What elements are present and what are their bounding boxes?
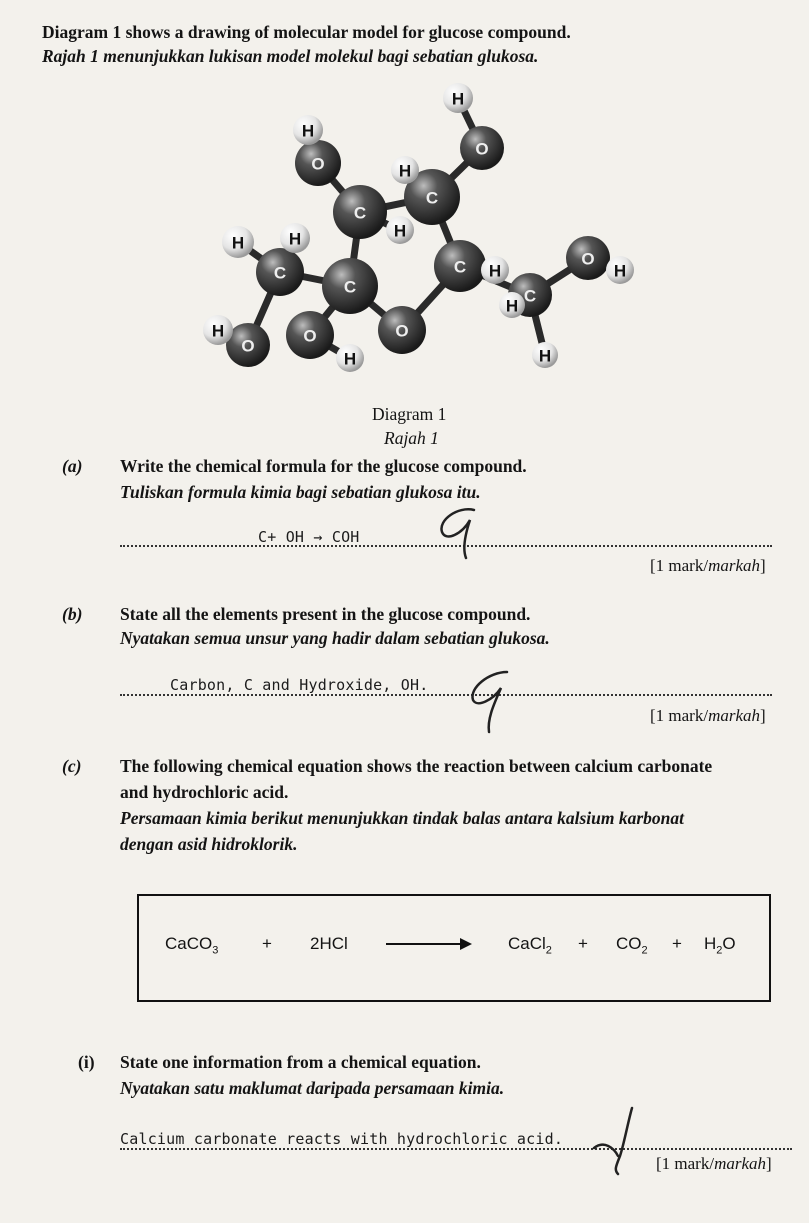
atom-label-h: H bbox=[488, 261, 502, 281]
question-c-i-text-ms: Nyatakan satu maklumat daripada persamaan kimia. bbox=[120, 1078, 505, 1098]
atom-label-o: O bbox=[395, 321, 409, 341]
grading-mark-b bbox=[455, 666, 515, 736]
atom-label-h: H bbox=[398, 161, 412, 181]
intro-line-ms: Rajah 1 menunjukkan lukisan model molekul bagi sebatian glukosa. bbox=[42, 46, 539, 66]
question-a-label: (a) bbox=[62, 456, 83, 476]
atom-label-o: O bbox=[241, 336, 255, 356]
product-h2o: $H_2O$ bbox=[704, 934, 736, 957]
atom-label-h: H bbox=[451, 89, 465, 109]
question-b-label: (b) bbox=[62, 604, 83, 624]
atom-label-h: H bbox=[343, 349, 357, 369]
question-c-text-ms-1: Persamaan kimia berikut menunjukkan tindak balas antara kalsium karbonat bbox=[120, 808, 685, 828]
atom-label-c: C bbox=[273, 263, 287, 283]
grading-mark-c-i bbox=[588, 1104, 648, 1176]
question-a-text-en: Write the chemical formula for the glucose compound. bbox=[120, 456, 527, 476]
atom-label-c: C bbox=[353, 203, 367, 223]
question-c-text-en-2: and hydrochloric acid. bbox=[120, 782, 289, 802]
product-co2: $CO_2$ bbox=[616, 934, 648, 957]
reaction-arrow-icon bbox=[384, 934, 474, 954]
atom-label-c: C bbox=[425, 188, 439, 208]
marks-b: [1 mark/markah] bbox=[650, 706, 766, 725]
answer-b: Carbon, C and Hydroxide, OH. bbox=[170, 676, 429, 694]
plus-sign-2: + bbox=[578, 934, 588, 953]
diagram-caption-ms: Rajah 1 bbox=[384, 428, 439, 448]
atom-label-o: O bbox=[303, 326, 317, 346]
marks-c-i: [1 mark/markah] bbox=[656, 1154, 772, 1173]
question-c-i-text-en: State one information from a chemical equation. bbox=[120, 1052, 481, 1072]
answer-line-b bbox=[120, 694, 772, 696]
question-c-text-en-1: The following chemical equation shows the reaction between calcium carbonate bbox=[120, 756, 713, 776]
answer-c-i: Calcium carbonate reacts with hydrochloric acid. bbox=[120, 1130, 564, 1148]
plus-sign-1: + bbox=[262, 934, 272, 953]
atom-label-c: C bbox=[453, 257, 467, 277]
answer-line-c-i bbox=[120, 1148, 792, 1150]
atom-label-o: O bbox=[581, 249, 595, 269]
reactant-2hcl: 2HCl bbox=[310, 934, 348, 953]
plus-sign-3: + bbox=[672, 934, 682, 953]
atom-label-c: C bbox=[343, 277, 357, 297]
atom-label-h: H bbox=[288, 229, 302, 249]
atom-label-h: H bbox=[505, 296, 519, 316]
question-b-text-ms: Nyatakan semua unsur yang hadir dalam sebatian glukosa. bbox=[120, 628, 550, 648]
atom-label-o: O bbox=[311, 154, 325, 174]
answer-a: C+ OH → COH bbox=[258, 528, 360, 546]
glucose-molecule-diagram bbox=[190, 80, 650, 380]
atom-label-c: C bbox=[523, 286, 537, 306]
question-a-text-ms: Tuliskan formula kimia bagi sebatian glukosa itu. bbox=[120, 482, 481, 502]
atom-label-h: H bbox=[393, 221, 407, 241]
question-c-label: (c) bbox=[62, 756, 82, 776]
diagram-caption-en: Diagram 1 bbox=[372, 404, 447, 424]
reactant-caco3: CaCO$_3$ bbox=[165, 934, 219, 957]
question-c-text-ms-2: dengan asid hidroklorik. bbox=[120, 834, 298, 854]
atom-label-h: H bbox=[211, 321, 225, 341]
grading-mark-a bbox=[428, 502, 488, 562]
question-b-text-en: State all the elements present in the glucose compound. bbox=[120, 604, 531, 624]
atom-label-h: H bbox=[231, 233, 245, 253]
atom-label-h: H bbox=[538, 346, 552, 366]
product-cacl2: CaCl$_2$ bbox=[508, 934, 552, 957]
marks-a: [1 mark/markah] bbox=[650, 556, 766, 575]
question-c-i-label: (i) bbox=[78, 1052, 95, 1072]
atom-label-h: H bbox=[301, 121, 315, 141]
intro-line-en: Diagram 1 shows a drawing of molecular model for glucose compound. bbox=[42, 22, 571, 42]
atom-label-h: H bbox=[613, 261, 627, 281]
atom-label-o: O bbox=[475, 139, 489, 159]
